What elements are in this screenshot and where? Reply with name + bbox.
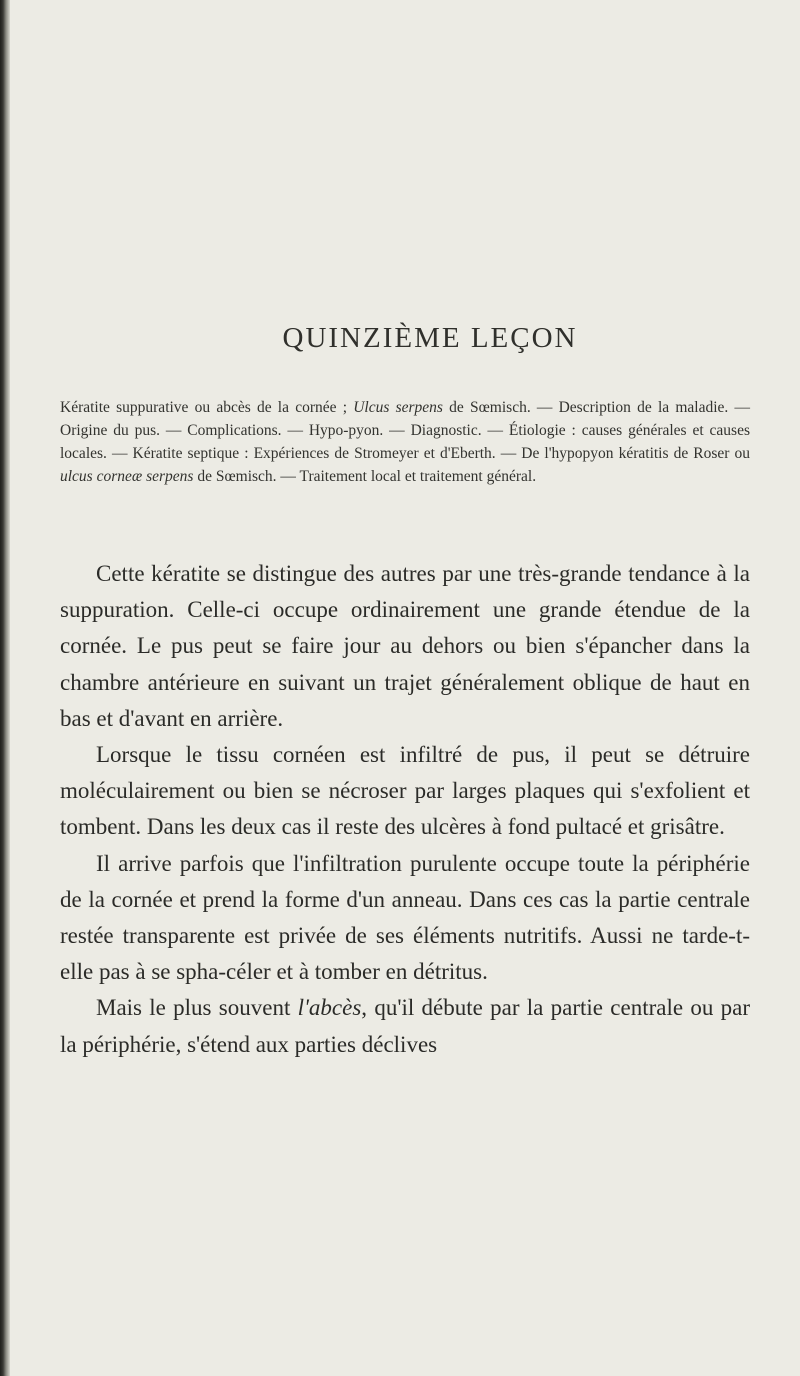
summary-text-2: de Sœmisch. — Description de la maladie. — Origine du pus. — Complications. — Hypo-pyon. — Diagnostic. — Étiologie : causes générales et causes locales. — Kératite septique : Expériences de Stromeyer et d'Eberth. — De l'hypopyon kératitis de Roser ou — [60, 399, 750, 462]
summary-paragraph — [60, 396, 750, 488]
body-text — [60, 556, 750, 1063]
summary-italic-2: ulcus corneæ serpens — [60, 468, 194, 485]
summary-text-3: de Sœmisch. — Traitement local et traitement général. — [193, 468, 537, 485]
paragraph-4-end: , qu'il débute par la partie centrale ou par la périphérie, s'étend aux parties déclives — [60, 995, 750, 1057]
summary-text-1: Kératite suppurative ou abcès de la cornée ; — [60, 399, 354, 416]
paragraph-4-italic: l'abcès — [297, 995, 362, 1021]
paragraph-3: Il arrive parfois que l'infiltration purulente occupe toute la périphérie de la cornée et prend la forme d'un anneau. Dans ces cas la partie centrale restée transparente est privée de ses éléments nutritifs. Aussi ne tarde-t-elle pas à se spha-céler et à tomber en détritus. — [60, 850, 750, 985]
chapter-summary — [60, 396, 750, 488]
summary-italic-1: Ulcus serpens — [353, 399, 443, 416]
paragraph-4 — [60, 990, 750, 1062]
chapter-title: QUINZIÈME LEÇON — [282, 322, 578, 354]
paragraph-4-start: Mais le plus souvent — [96, 995, 298, 1021]
paragraph-1: Cette kératite se distingue des autres par une très-grande tendance à la suppuration. Celle-ci occupe ordinairement une grande étendue de la cornée. Le pus peut se faire jour au dehors ou bien s'épancher dans la chambre antérieure en suivant un trajet généralement oblique de haut en bas et d'avant en arrière. — [60, 561, 750, 731]
paragraph-2: Lorsque le tissu cornéen est infiltré de pus, il peut se détruire moléculairement ou bien se nécroser par larges plaques qui s'exfolient et tombent. Dans les deux cas il reste des ulcères à fond pultacé et grisâtre. — [60, 742, 750, 840]
